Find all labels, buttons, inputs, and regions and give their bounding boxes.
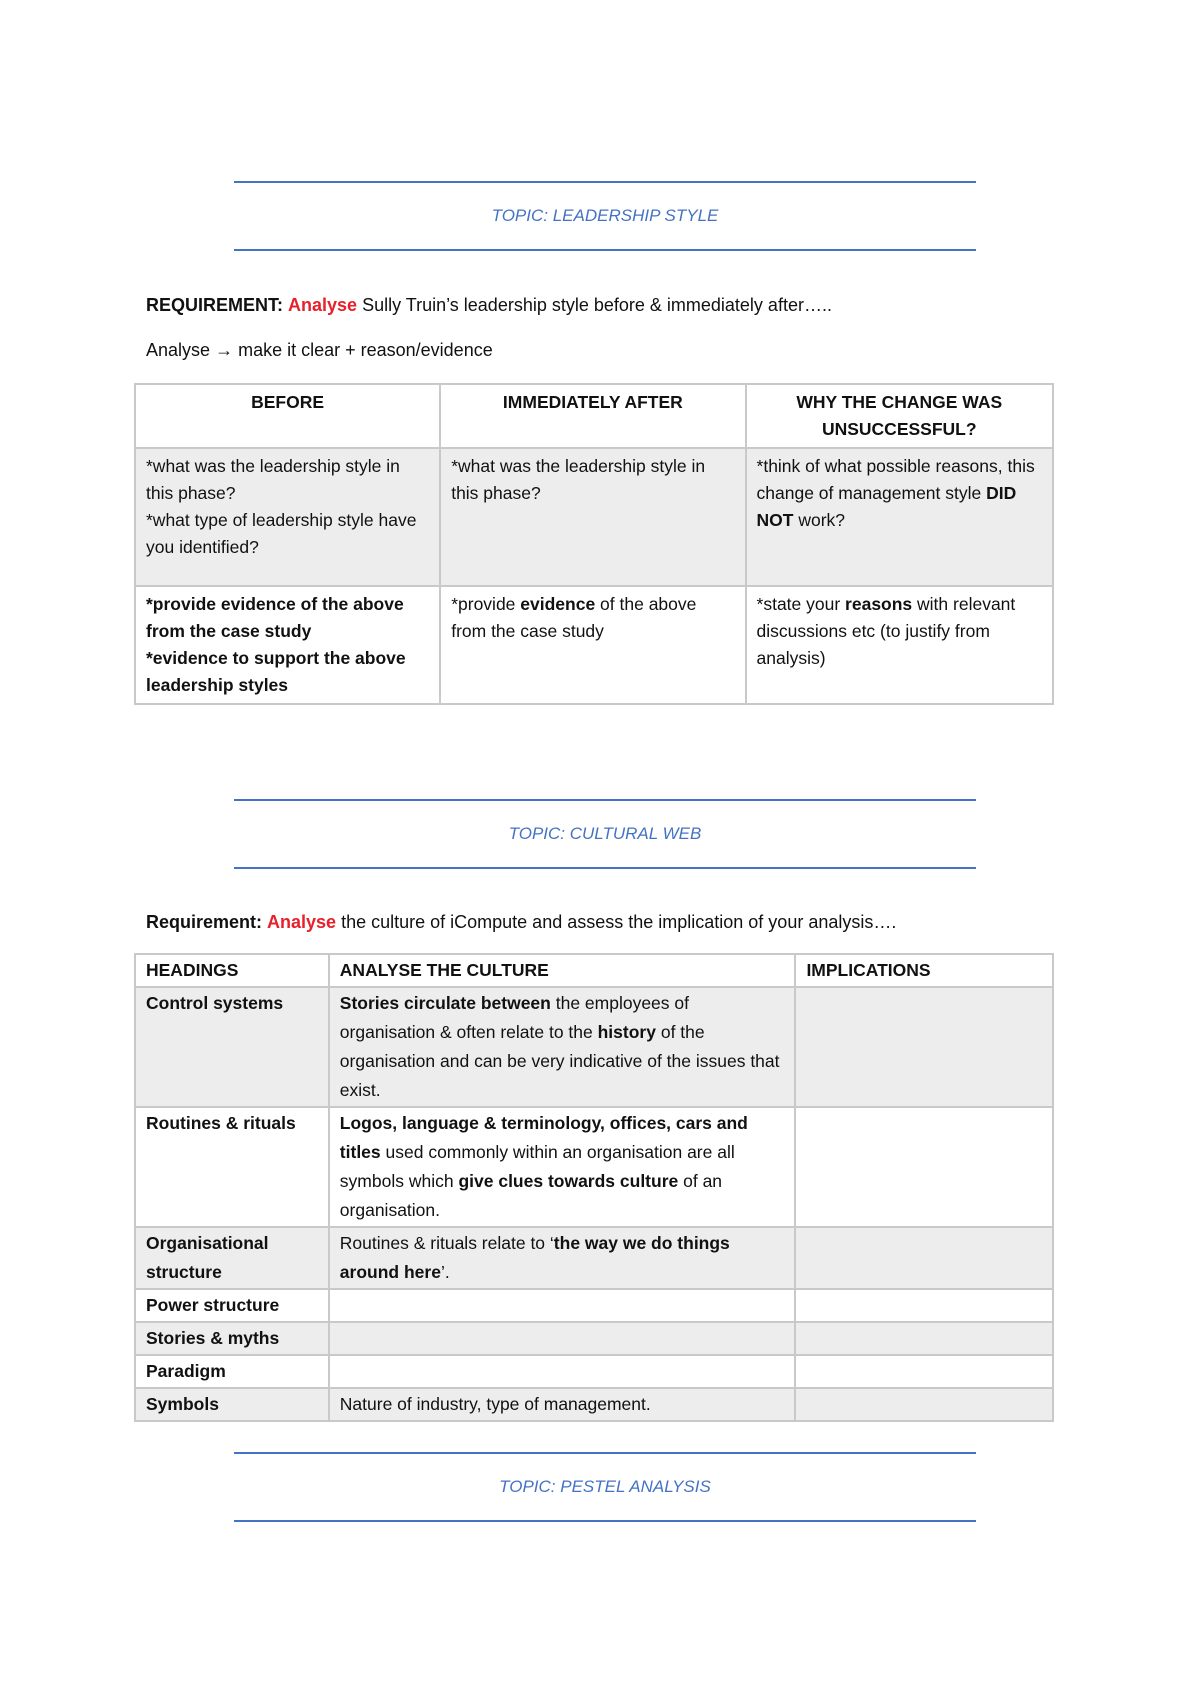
cell-why (746, 586, 1053, 704)
row-implications (795, 987, 1053, 1107)
cell-after (440, 586, 745, 704)
culture-requirement (146, 912, 896, 933)
row-heading: Paradigm (135, 1355, 329, 1388)
header-why-change: WHY THE CHANGE WAS UNSUCCESSFUL? (746, 384, 1053, 448)
cell-text: Routines & rituals relate to ‘ (339, 1233, 554, 1253)
table-header-row (135, 954, 1053, 987)
topic-leadership-title: TOPIC: LEADERSHIP STYLE (491, 206, 719, 225)
row-heading: Power structure (135, 1289, 329, 1322)
table-row (135, 1355, 1053, 1388)
header-before: BEFORE (135, 384, 440, 448)
header-immediately-after: IMMEDIATELY AFTER (440, 384, 745, 448)
cell-before (135, 586, 440, 704)
cell-text-bold: the way we do things around here (339, 1233, 730, 1282)
cell-text-bold: evidence (520, 594, 596, 614)
cell-text: *what was the leadership style in this phase? (146, 456, 400, 503)
cell-text-bold: give clues towards culture (458, 1171, 679, 1191)
cell-text: *state your (756, 594, 846, 614)
cell-before (135, 448, 440, 586)
cell-text-bold: Stories circulate between (339, 993, 551, 1013)
requirement-text: the culture of iCompute and assess the implication of your analysis…. (336, 912, 897, 932)
cell-text: *think of what possible reasons, this change of management style (756, 456, 1035, 503)
cell-text: of the organisation and can be very indicative of the issues that exist. (339, 1022, 780, 1100)
row-analysis: Nature of industry, type of management. (329, 1388, 796, 1421)
divider (234, 867, 976, 869)
culture-table (134, 953, 1054, 1422)
row-implications (795, 1107, 1053, 1227)
divider (234, 249, 976, 251)
cell-text: of the above from the case study (451, 594, 697, 641)
requirement-label: Requirement: (146, 912, 263, 932)
analyse-prefix: Analyse (146, 340, 211, 360)
requirement-text: Sully Truin’s leadership style before & immediately after….. (357, 295, 832, 315)
row-analysis (329, 1107, 796, 1227)
cell-text: *provide (451, 594, 521, 614)
topic-cultural-web-title: TOPIC: CULTURAL WEB (508, 824, 702, 843)
topic-pestel-band (234, 1452, 976, 1522)
requirement-action: Analyse (267, 912, 337, 932)
table-row (135, 586, 1053, 704)
header-implications: IMPLICATIONS (795, 954, 1053, 987)
table-row (135, 1388, 1053, 1421)
cell-text-bold: reasons (845, 594, 913, 614)
row-analysis (329, 1227, 796, 1289)
topic-leadership-band (234, 181, 976, 251)
row-implications (795, 1227, 1053, 1289)
cell-text: *evidence to support the above leadership styles (146, 648, 406, 695)
leadership-table (134, 383, 1054, 705)
cell-text-bold: Logos, language & terminology, offices, cars and titles (339, 1113, 748, 1162)
cell-text-bold: history (597, 1022, 656, 1042)
row-heading: Symbols (135, 1388, 329, 1421)
arrow-right-icon: → (215, 340, 234, 360)
row-analysis (329, 1355, 796, 1388)
cell-text: *what type of leadership style have you identified? (146, 510, 417, 557)
cell-text: work? (793, 510, 846, 530)
cell-text: ’. (440, 1262, 450, 1282)
row-analysis (329, 1289, 796, 1322)
divider (234, 1520, 976, 1522)
cell-text: used commonly within an organisation are all symbols which (339, 1142, 735, 1191)
header-headings: HEADINGS (135, 954, 329, 987)
analyse-hint (146, 340, 493, 361)
row-heading: Control systems (135, 987, 329, 1107)
topic-pestel-title: TOPIC: PESTEL ANALYSIS (499, 1477, 711, 1496)
table-row (135, 1227, 1053, 1289)
cell-text: of an organisation. (339, 1171, 723, 1220)
table-row (135, 1322, 1053, 1355)
row-heading: Routines & rituals (135, 1107, 329, 1227)
analyse-suffix: make it clear + reason/evidence (238, 340, 493, 360)
table-row (135, 987, 1053, 1107)
row-heading: Stories & myths (135, 1322, 329, 1355)
row-implications (795, 1289, 1053, 1322)
cell-after: *what was the leadership style in this phase? (440, 448, 745, 586)
cell-text: with relevant discussions etc (to justify from analysis) (756, 594, 1016, 668)
row-implications (795, 1322, 1053, 1355)
requirement-label: REQUIREMENT: (146, 295, 284, 315)
requirement-action: Analyse (288, 295, 358, 315)
header-analyse-culture: ANALYSE THE CULTURE (329, 954, 796, 987)
table-row (135, 448, 1053, 586)
leadership-requirement (146, 295, 832, 316)
cell-text-bold: DID NOT (756, 483, 1017, 530)
topic-cultural-web-band (234, 799, 976, 869)
table-row (135, 1289, 1053, 1322)
table-row (135, 1107, 1053, 1227)
cell-text: *provide evidence of the above from the case study (146, 594, 404, 641)
table-header-row (135, 384, 1053, 448)
row-heading: Organisational structure (135, 1227, 329, 1289)
row-analysis (329, 1322, 796, 1355)
row-implications (795, 1388, 1053, 1421)
row-analysis (329, 987, 796, 1107)
row-implications (795, 1355, 1053, 1388)
cell-text: the employees of organisation & often relate to the (339, 993, 689, 1042)
cell-why (746, 448, 1053, 586)
